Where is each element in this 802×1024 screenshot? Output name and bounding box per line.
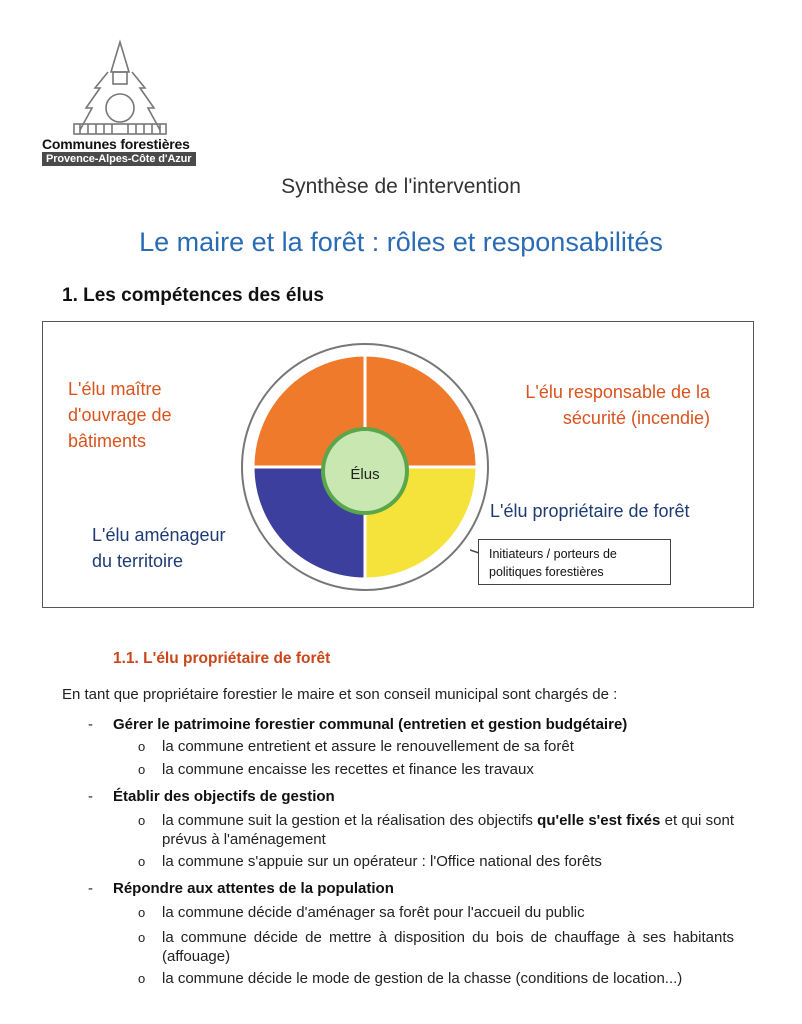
item-1-sub-2: la commune encaisse les recettes et finance les travaux <box>162 761 534 778</box>
role-forest-owner: L'élu propriétaire de forêt <box>490 501 690 521</box>
item-3-title: Répondre aux attentes de la population <box>113 880 394 897</box>
bullet-marker: o <box>138 971 146 986</box>
bullet-marker: o <box>138 930 146 945</box>
center-label: Élus <box>350 466 380 483</box>
role-planner <box>92 522 226 574</box>
intro-text: En tant que propriétaire forestier le maire et son conseil municipal sont chargés de : <box>62 686 618 703</box>
dash-marker: - <box>88 880 93 897</box>
item-2-sub-1-bold: qu'elle s'est fixés <box>537 812 661 829</box>
callout-box <box>478 539 671 585</box>
synthese-title: Synthèse de l'intervention <box>281 175 521 198</box>
logo-region: Provence-Alpes-Côte d'Azur <box>42 152 196 166</box>
dash-marker: - <box>88 788 93 805</box>
role-safety <box>490 379 710 431</box>
roles-wheel <box>240 342 490 592</box>
item-2-sub-1-part-b: et qui sont prévus à l'aménagement <box>162 812 734 848</box>
dash-marker: - <box>88 716 93 733</box>
role-building-line1: L'élu maître <box>68 379 162 399</box>
role-safety-line1: L'élu responsable de la <box>525 382 710 402</box>
item-1-sub-1: la commune entretient et assure le renouvellement de sa forêt <box>162 738 574 755</box>
item-2-sub-1 <box>162 811 734 849</box>
page-title: Le maire et la forêt : rôles et responsabilités <box>139 227 663 257</box>
bullet-marker: o <box>138 813 146 828</box>
item-3-sub-3: la commune décide le mode de gestion de la chasse (conditions de location...) <box>162 970 683 987</box>
item-3-sub-2: la commune décide de mettre à disposition du bois de chauffage à ses habitants (affouage) <box>162 929 734 965</box>
bullet-marker: o <box>138 762 146 777</box>
role-building-line3: bâtiments <box>68 431 147 451</box>
role-planner-line1: L'élu aménageur <box>92 525 226 545</box>
bullet-marker: o <box>138 854 146 869</box>
role-planner-line2: du territoire <box>92 551 184 571</box>
role-building-line2: d'ouvrage de <box>68 405 172 425</box>
item-2-sub-2: la commune s'appuie sur un opérateur : l'Office national des forêts <box>162 853 602 870</box>
role-safety-line2: sécurité (incendie) <box>562 408 710 428</box>
section-heading: 1. Les compétences des élus <box>62 285 324 306</box>
item-2-title: Établir des objectifs de gestion <box>113 788 335 805</box>
bullet-marker: o <box>138 739 146 754</box>
logo-name: Communes forestières <box>42 136 190 152</box>
item-2-sub-1-part-a: la commune suit la gestion et la réalisation des objectifs <box>162 812 538 829</box>
role-building-owner <box>68 376 172 454</box>
subsection-heading: 1.1. L'élu propriétaire de forêt <box>113 650 331 667</box>
item-3-sub-1: la commune décide d'aménager sa forêt pour l'accueil du public <box>162 904 585 921</box>
item-1-title: Gérer le patrimoine forestier communal (entretien et gestion budgétaire) <box>113 716 628 733</box>
callout-line2: politiques forestières <box>489 565 604 579</box>
callout-line1: Initiateurs / porteurs de <box>489 547 617 561</box>
bullet-marker: o <box>138 905 146 920</box>
